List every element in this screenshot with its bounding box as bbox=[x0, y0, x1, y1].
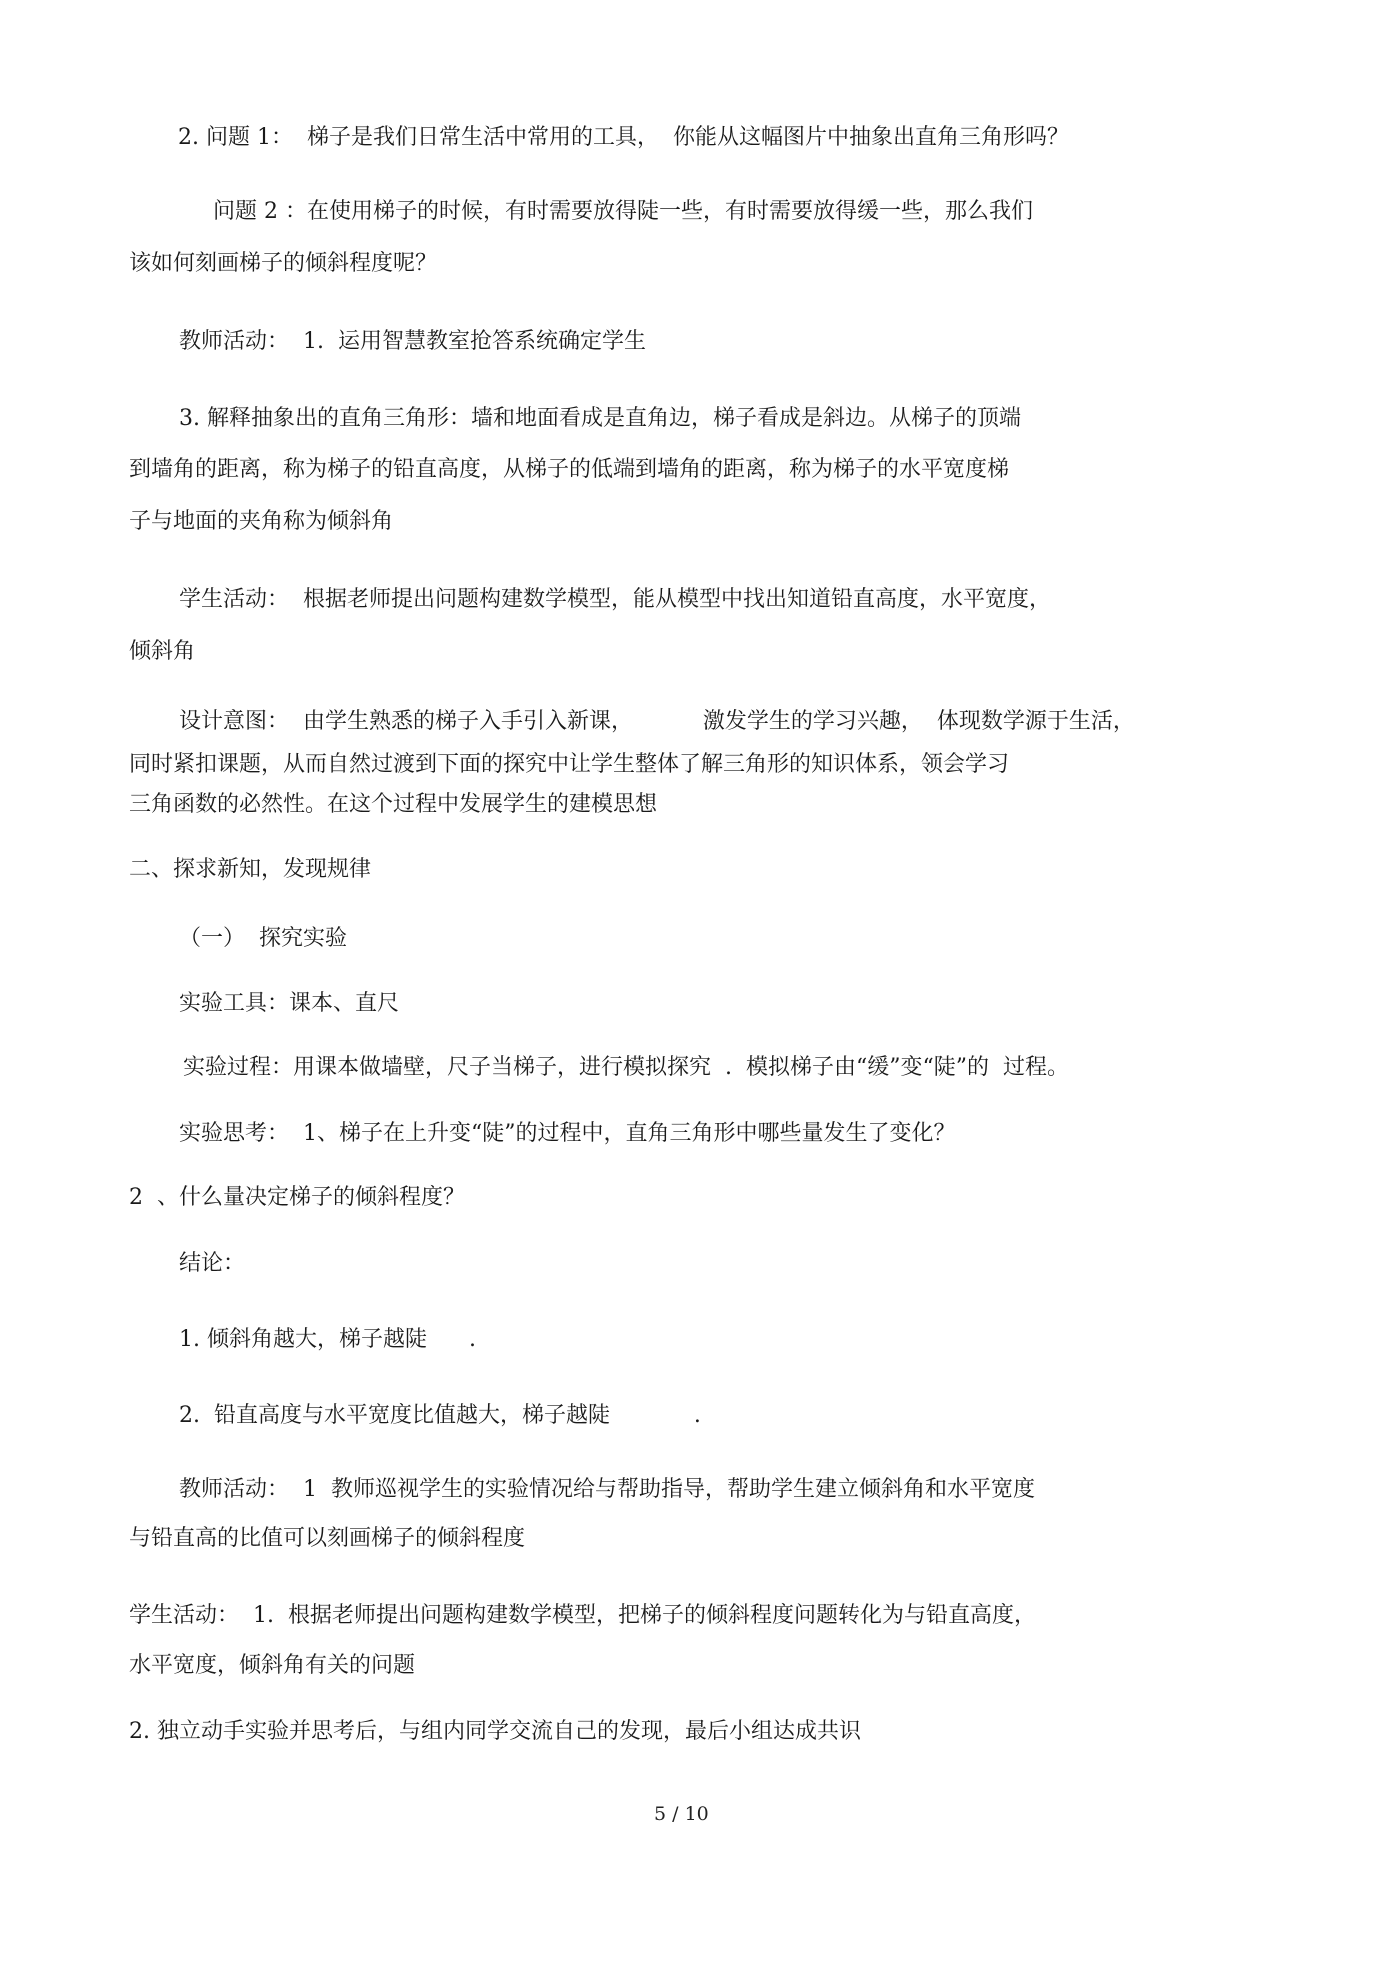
text-line: 到墙角的距离，称为梯子的铅直高度，从梯子的低端到墙角的距离，称为梯子的水平宽度梯 bbox=[129, 457, 1010, 482]
text-line: 学生活动： 根据老师提出问题构建数学模型，能从模型中找出知道铅直高度，水平宽度， bbox=[179, 587, 1051, 612]
text-line: 问题 2 ：在使用梯子的时候，有时需要放得陡一些，有时需要放得缓一些，那么我们 bbox=[213, 199, 1033, 224]
text-line: 三角函数的必然性。在这个过程中发展学生的建模思想 bbox=[129, 792, 658, 817]
text-line: 同时紧扣课题，从而自然过渡到下面的探究中让学生整体了解三角形的知识体系，领会学习 bbox=[129, 752, 1010, 777]
text-line: 实验过程：用课本做墙壁，尺子当梯子，进行模拟探究 . 模拟梯子由“缓”变“陡”的 过程。 bbox=[183, 1055, 1069, 1080]
text-line: 2. 铅直高度与水平宽度比值越大，梯子越陡 . bbox=[179, 1403, 701, 1428]
text-line: 学生活动： 1. 根据老师提出问题构建数学模型，把梯子的倾斜程度问题转化为与铅直高度， bbox=[129, 1603, 1036, 1628]
text-line: 3. 解释抽象出的直角三角形：墙和地面看成是直角边，梯子看成是斜边。从梯子的顶端 bbox=[179, 406, 1021, 431]
text-line: 教师活动： 1 教师巡视学生的实验情况给与帮助指导，帮助学生建立倾斜角和水平宽度 bbox=[179, 1477, 1035, 1502]
text-line: 倾斜角 bbox=[129, 639, 196, 664]
text-line: 实验思考： 1、梯子在上升变“陡”的过程中，直角三角形中哪些量发生了变化？ bbox=[179, 1121, 956, 1146]
text-line: 教师活动： 1. 运用智慧教室抢答系统确定学生 bbox=[179, 329, 646, 354]
section-heading: 二、探求新知，发现规律 bbox=[129, 857, 372, 882]
text-line: 与铅直高的比值可以刻画梯子的倾斜程度 bbox=[129, 1526, 526, 1551]
text-line: 2. 问题 1： 梯子是我们日常生活中常用的工具， 你能从这幅图片中抽象出直角三角形吗？ bbox=[178, 125, 1069, 150]
subsection-heading: （一） 探究实验 bbox=[179, 926, 347, 951]
text-line: 该如何刻画梯子的倾斜程度呢？ bbox=[129, 251, 438, 276]
page-number: 5 / 10 bbox=[654, 1803, 709, 1825]
text-line: 子与地面的夹角称为倾斜角 bbox=[129, 509, 394, 534]
text-line: 结论： bbox=[179, 1251, 246, 1276]
text-line: 实验工具：课本、直尺 bbox=[179, 991, 400, 1016]
text-line: 水平宽度，倾斜角有关的问题 bbox=[129, 1653, 416, 1678]
text-line: 1. 倾斜角越大，梯子越陡 . bbox=[179, 1327, 476, 1352]
text-line: 设计意图： 由学生熟悉的梯子入手引入新课， 激发学生的学习兴趣， 体现数学源于生活， bbox=[179, 709, 1135, 734]
text-line: 2. 独立动手实验并思考后，与组内同学交流自己的发现，最后小组达成共识 bbox=[129, 1719, 861, 1744]
text-line: 2 、什么量决定梯子的倾斜程度？ bbox=[129, 1185, 465, 1210]
